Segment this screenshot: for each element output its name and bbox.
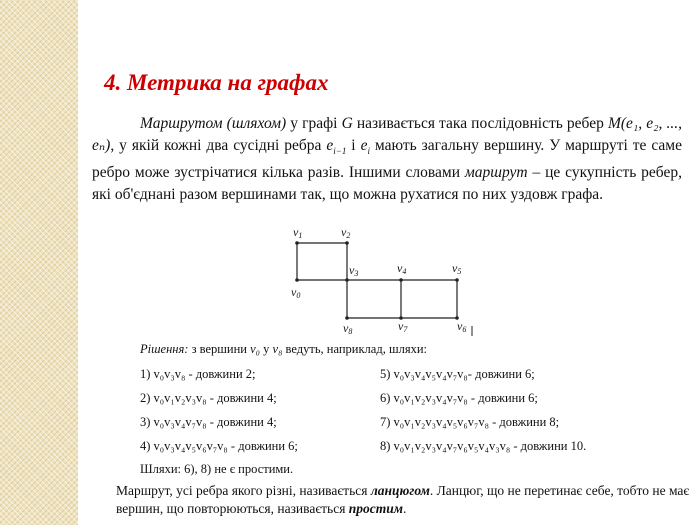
bottom-text-1: Маршрут, усі ребра якого різні, називається xyxy=(116,483,371,498)
slide-title: 4. Метрика на графах xyxy=(104,70,329,95)
chain-term: ланцюгом xyxy=(370,483,430,498)
edge-prev-index: i−1 xyxy=(333,146,347,157)
path-4: 4) v₀v₃v₄v₅v₆v₇v₈ - довжини 6; xyxy=(140,439,298,453)
edge-i-index: i xyxy=(367,146,370,157)
intro-text-5: – це сукупність ребер, які об'єднані разом вершинами так, що можна рухатися по них уздовж графа. xyxy=(92,164,682,204)
solution-head-text-1: з вершини xyxy=(188,342,251,356)
vertex-v5 xyxy=(455,278,459,282)
solution-label: Рішення: xyxy=(140,342,189,356)
path-7: 7) v₀v₁v₂v₃v₄v₅v₆v₇v₈ - довжини 8; xyxy=(380,415,560,429)
path-8: 8) v₀v₁v₂v₃v₄v₇v₆v₅v₄v₃v₈ - довжини 10. xyxy=(380,439,587,453)
simple-term: простим xyxy=(348,501,404,516)
vertex-v3 xyxy=(345,278,349,282)
label-v3: v3 xyxy=(349,263,359,278)
solution-block xyxy=(140,341,680,477)
vertex-v4 xyxy=(399,278,403,282)
label-v2: v2 xyxy=(341,226,351,240)
solution-footer: Шляхи: 6), 8) не є простими. xyxy=(140,462,294,476)
label-v0: v0 xyxy=(291,285,301,300)
solution-heading xyxy=(140,341,680,357)
label-v1: v1 xyxy=(293,226,303,240)
start-vertex: v₀ xyxy=(250,342,261,356)
vertex-v2 xyxy=(345,241,349,245)
intro-text-4: мають загальну вершину. У маршруті те саме ребро може зустрічатися кілька разів. Іншими словами xyxy=(92,137,682,182)
chain-definition xyxy=(116,482,696,518)
graph-symbol: G xyxy=(341,115,353,132)
definition-paragraph xyxy=(92,113,682,206)
intro-and: і xyxy=(346,137,361,154)
label-v5: v5 xyxy=(452,261,462,276)
vertex-v0 xyxy=(295,278,299,282)
path-3: 3) v₀v₃v₄v₇v₈ - довжини 4; xyxy=(140,415,277,429)
vertex-v1 xyxy=(295,241,299,245)
intro-text-3: , у якій кожні два сусідні ребра xyxy=(110,137,327,154)
graph-diagram xyxy=(285,226,485,338)
solution-head-text-2: у xyxy=(260,342,273,356)
edge-sequence: M(e₁, e₂, ..., eₙ) xyxy=(92,115,682,154)
bottom-text-3: . xyxy=(403,501,407,516)
path-6: 6) v₀v₁v₂v₃v₄v₇v₈ - довжини 6; xyxy=(380,391,538,405)
intro-text-1: у графі xyxy=(286,115,342,132)
path-1: 1) v₀v₃v₈ - довжини 2; xyxy=(140,367,256,381)
label-v6: v6 xyxy=(457,319,467,334)
edge-i: e xyxy=(360,137,368,154)
solution-head-text-3: ведуть, наприклад, шляхи: xyxy=(282,342,427,356)
route-word: маршрут xyxy=(464,164,528,182)
path-list xyxy=(140,366,680,454)
route-term: Маршрутом (шляхом) xyxy=(140,115,287,132)
path-2: 2) v₀v₁v₂v₃v₈ - довжини 4; xyxy=(140,391,277,405)
decorative-side-strip xyxy=(0,0,78,525)
label-v7: v7 xyxy=(398,319,408,334)
end-vertex: v₈ xyxy=(272,342,283,356)
edge-prev: e xyxy=(326,137,334,154)
bottom-text-2: . Ланцюг, що не перетинає себе, тобто не має вершин, що повторюються, називається xyxy=(116,483,690,516)
vertex-v8 xyxy=(345,316,349,320)
label-v8: v8 xyxy=(343,321,353,336)
definition-text xyxy=(92,113,682,206)
label-v4: v4 xyxy=(397,261,407,276)
path-5: 5) v₀v₃v₄v₅v₄v₇v₈- довжини 6; xyxy=(380,367,535,381)
intro-text-2: називається така послідовність ребер xyxy=(352,115,608,132)
